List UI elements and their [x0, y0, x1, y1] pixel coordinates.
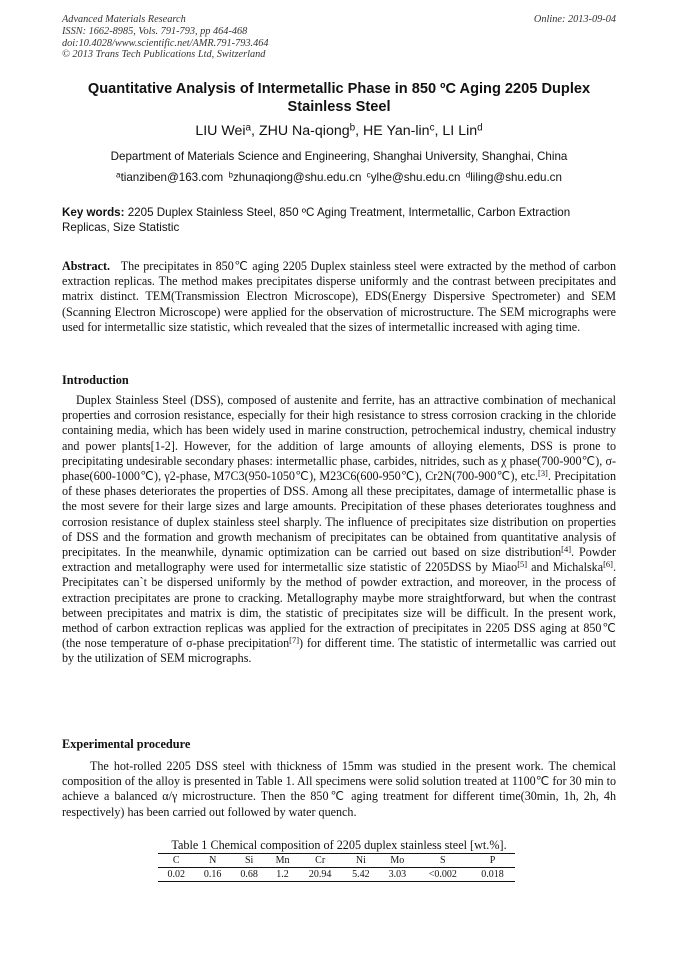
- table-cell: 1.2: [276, 869, 289, 880]
- table-header-cell: Ni: [355, 855, 366, 866]
- author-sup: d: [477, 122, 483, 134]
- table-cell: 0.02: [167, 869, 185, 880]
- experimental-paragraph: The hot-rolled 2205 DSS steel with thickness of 15mm was studied in the present work. The chemical composition of the alloy is presented in Table 1. All specimens were solid solution treated at 1100℃ for 30 min to achieve a balanced α/γ microstructure. Then the 850℃ aging treatment for different time(30min, 1h, 2h, 4h respectively) has been carried out followed by water quench.: [62, 759, 616, 819]
- intro-text: . Precipitation of these phases deteriorates the properties of DSS. Among all these precipitates, damage of intermetallic phase is the most severe for their large sizes and large amounts. Precipitation of these phases deteriorates toughness and corrosion resistance of duplex stainless steel sharply. The influence of precipitates size distribution on properties of DSS and the formation and growth mechanism of precipitates can be obtained from quantitative analysis of precipitates. In the meanwhile, dynamic optimization can be carried out based on size distribution: [62, 469, 616, 560]
- author-name: ZHU Na-qiong: [258, 123, 350, 139]
- citation-3: [3]: [538, 468, 548, 479]
- author-list: LIU Wei$^a$, ZHU Na-qiong$^b$, HE Yan-lin$^c$, LI Lin$^d$: [195, 122, 483, 139]
- citation-4: [4]: [561, 544, 572, 555]
- table-header-row: [158, 854, 515, 868]
- table-header-cell: Si: [244, 855, 254, 866]
- email-address[interactable]: tianziben@163.com: [120, 171, 224, 184]
- table-header-cell: N: [209, 855, 217, 866]
- author-name: HE Yan-lin: [363, 123, 430, 139]
- email-entry: [466, 171, 562, 184]
- table-row: [158, 868, 515, 882]
- email-sup: a: [116, 170, 121, 180]
- intro-text: . Precipitates can`t be dispersed uniformly by the method of powder extraction, and moreover, in the process of extraction precipitates are prone to cracking. Metallography maybe more straightforward, but when the contrast between precipitates and matrix is dim, the statistic of precipitates size will be difficult. In the present work, method of carbon extraction replicas was applied for the extraction of precipitates in 2205 DSS aging at 850℃ (the nose temperature of σ-phase precipitation: [62, 560, 616, 651]
- table-cell: <0.002: [428, 869, 457, 880]
- copyright-line: © 2013 Trans Tech Publications Ltd, Switzerland: [62, 49, 266, 61]
- author-name: LI Lin: [442, 123, 478, 139]
- table-caption: Table 1 Chemical composition of 2205 duplex stainless steel [wt.%].: [171, 838, 507, 852]
- email-list: [62, 171, 616, 185]
- email-entry: [228, 171, 361, 184]
- abstract-label: Abstract.: [62, 259, 111, 273]
- issn-line: ISSN: 1662-8985, Vols. 791-793, pp 464-468: [62, 25, 248, 37]
- email-address[interactable]: ylhe@shu.edu.cn: [370, 171, 461, 184]
- table-cell: 5.42: [352, 869, 370, 880]
- table-header-cell: C: [172, 855, 180, 866]
- introduction-heading: Introduction: [62, 373, 129, 387]
- table-header-cell: P: [489, 855, 496, 866]
- table-cell: 0.018: [481, 869, 504, 880]
- intro-text: and Michalska: [527, 560, 604, 575]
- table-cell: 3.03: [388, 869, 407, 880]
- email-sup: c: [366, 170, 371, 180]
- table-cell: 0.68: [240, 869, 258, 880]
- introduction-paragraph: [62, 393, 616, 667]
- table-header-cell: Mo: [390, 855, 405, 866]
- citation-7: [7]: [289, 635, 300, 646]
- journal-name: Advanced Materials Research: [62, 14, 186, 25]
- table-cell: 20.94: [308, 869, 332, 880]
- author-name: LIU Wei: [195, 123, 246, 139]
- composition-table: [158, 853, 515, 882]
- paper-title: Quantitative Analysis of Intermetallic Phase in 850 ºC Aging 2205 Duplex Stainless Steel: [87, 81, 591, 115]
- intro-text: Duplex Stainless Steel (DSS), composed of austenite and ferrite, has an attractive combination of mechanical properties and corrosion resistance, especially for their high resistance to stress corrosion cracking in the chloride containing media, which has been widely used in marine construction, petrochemical industry, chemical industry and power plants[1-2]. However, for the addition of large amounts of alloying elements, DSS is prone to precipitating undesirable secondary phases: intermetallic phase, carbides, nitrides, such as χ phase(700-900℃), σ-phase(600-1000℃), γ2-phase, M7C3(950-1050℃), M23C6(600-950℃), Cr2N(700-900℃), etc.: [62, 393, 616, 484]
- keywords: [62, 206, 616, 235]
- intro-text: ) for different time. The statistic of intermetallic was carried out by the utilization of SEM micrographs.: [62, 636, 617, 666]
- journal-header: [62, 14, 616, 61]
- email-sup: b: [228, 170, 233, 180]
- abstract: [62, 259, 616, 335]
- keywords-label: Key words:: [62, 206, 125, 219]
- author-sup: a: [245, 122, 252, 134]
- table-header-cell: S: [440, 855, 446, 866]
- table-header-cell: Mn: [275, 855, 290, 866]
- email-address[interactable]: zhunaqiong@shu.edu.cn: [232, 171, 362, 184]
- table-cell: 0.16: [203, 869, 222, 880]
- author-sup: b: [349, 122, 356, 134]
- citation-6: [6]: [603, 559, 613, 570]
- online-date: Online: 2013-09-04: [533, 14, 616, 25]
- email-address[interactable]: liling@shu.edu.cn: [470, 171, 562, 184]
- doi-line: doi:10.4028/www.scientific.net/AMR.791-793.464: [62, 37, 269, 49]
- email-entry: [116, 171, 223, 184]
- affiliation: Department of Materials Science and Engineering, Shanghai University, Shanghai, China: [110, 150, 568, 163]
- email-entry: [367, 171, 461, 184]
- table-header-cell: Cr: [315, 855, 326, 866]
- email-sup: d: [465, 170, 471, 180]
- citation-5: [5]: [517, 559, 528, 570]
- abstract-text: The precipitates in 850℃ aging 2205 Duplex stainless steel were extracted by the method of carbon extraction replicas. The method makes precipitates disperse uniformly and the contrast between precipitates and matrix distinct. TEM(Transmission Electron Microscope), EDS(Energy Dispersive Spectrometer) and SEM (Scanning Electron Microscope) were applied for the observation of microstructure. The SEM micrographs were used for intermetallic size statistic, which revealed that the sizes of intermetallic increased with aging time.: [62, 259, 616, 334]
- intro-text: . Powder extraction and metallography were used for intermetallic size statistic of 2205DSS by Miao: [62, 545, 617, 575]
- experimental-heading: Experimental procedure: [62, 737, 191, 751]
- author-sup: c: [429, 122, 435, 134]
- keywords-text: 2205 Duplex Stainless Steel, 850 ºC Aging Treatment, Intermetallic, Carbon Extraction Replicas, Size Statistic: [62, 206, 571, 234]
